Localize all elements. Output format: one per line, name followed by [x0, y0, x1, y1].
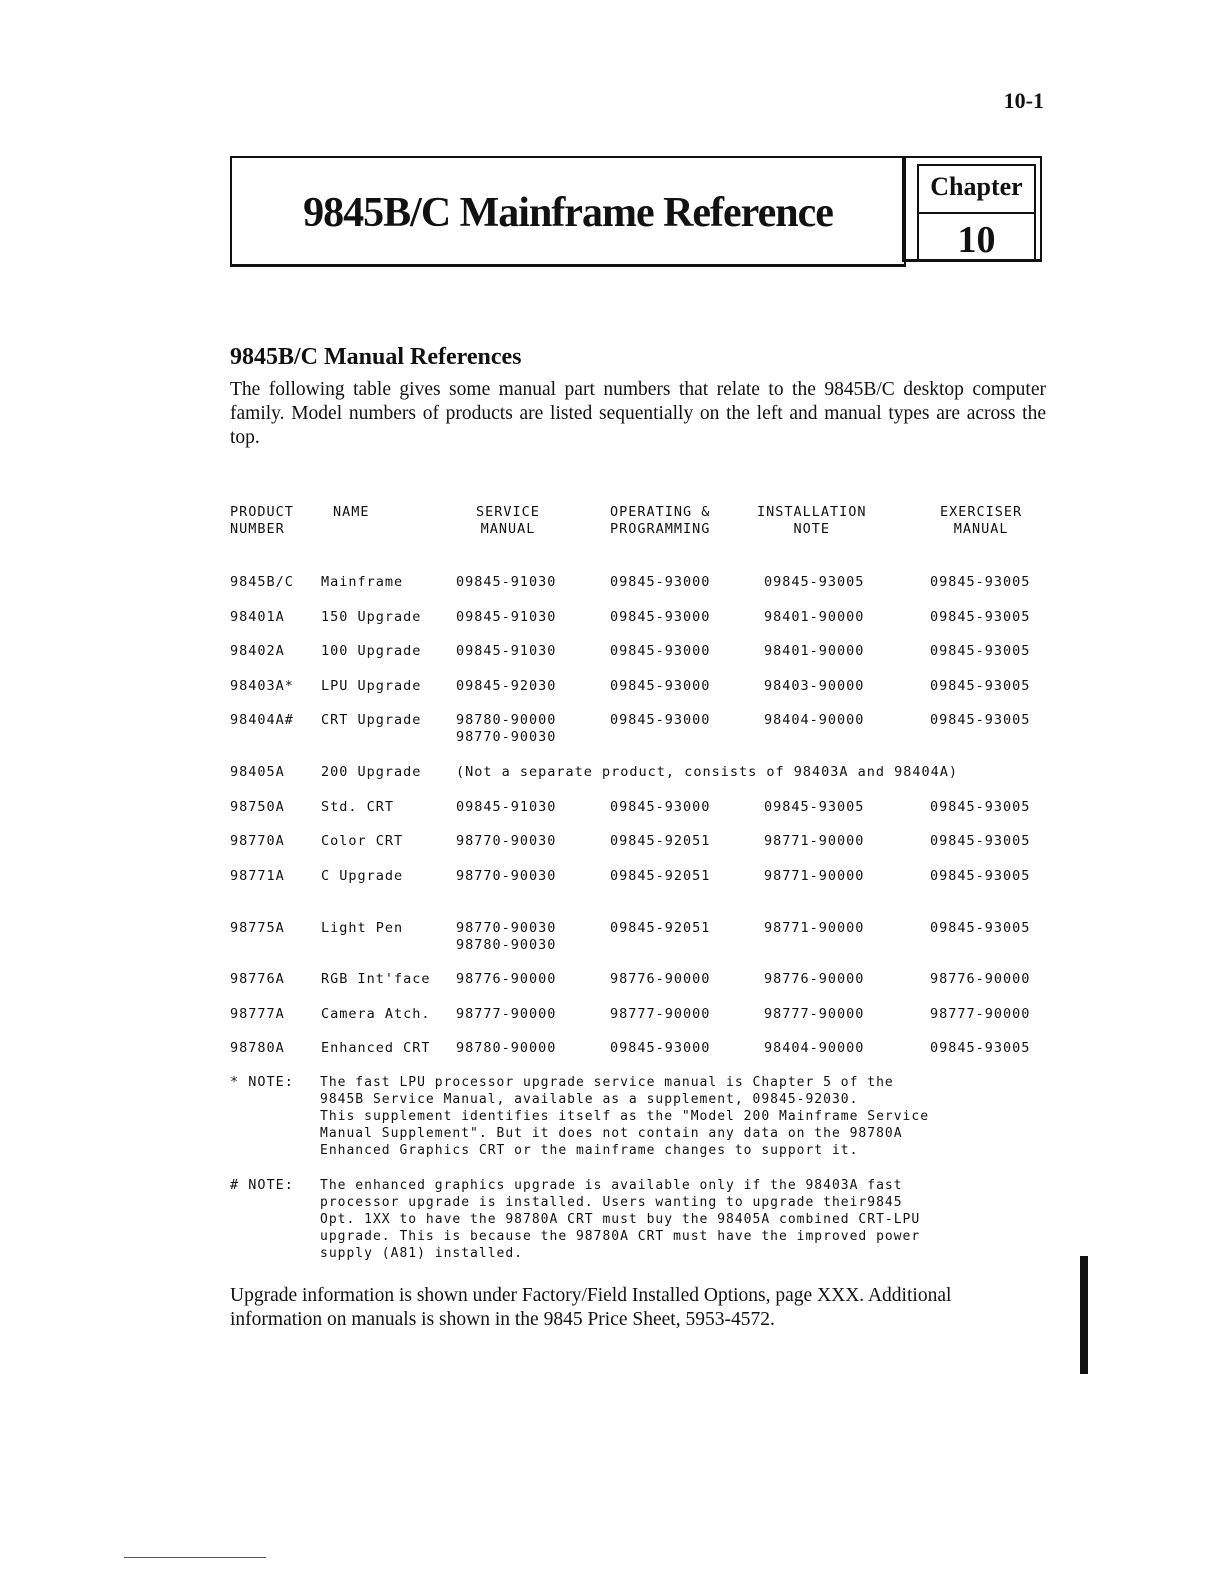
cell-service: 09845-92030 [456, 678, 557, 694]
cell-exerciser: 09845-93005 [930, 712, 1031, 728]
cell-service: 98770-90030 [456, 833, 557, 849]
title-box [230, 156, 906, 267]
cell-name: C Upgrade [321, 868, 404, 884]
cell-operating: 09845-92051 [610, 833, 711, 849]
cell-name: Std. CRT [321, 799, 395, 815]
cell-service: 98777-90000 [456, 1006, 557, 1022]
cell-operating: 09845-93000 [610, 1040, 711, 1056]
cell-name: 100 Upgrade [321, 643, 422, 659]
cell-product: 98405A [230, 764, 285, 780]
note-line: processor upgrade is installed. Users wanting to upgrade their9845 [320, 1195, 903, 1210]
chapter-label: Chapter [930, 172, 1023, 201]
page-number: 10-1 [1003, 88, 1044, 113]
header-product-number: PRODUCT NUMBER [230, 504, 294, 537]
cell-name: 200 Upgrade [321, 764, 422, 780]
cell-installation: 98404-90000 [764, 1040, 865, 1056]
cell-installation: 98771-90000 [764, 868, 865, 884]
note-line: Manual Supplement". But it does not contain any data on the 98780A [320, 1126, 903, 1141]
cell-installation: 98771-90000 [764, 920, 865, 936]
cell-name: Enhanced CRT [321, 1040, 431, 1056]
cell-installation: 98404-90000 [764, 712, 865, 728]
note-line: Enhanced Graphics CRT or the mainframe changes to support it. [320, 1143, 859, 1158]
cell-installation: 98401-90000 [764, 609, 865, 625]
cell-operating: 09845-93000 [610, 643, 711, 659]
cell-service: 09845-91030 [456, 609, 557, 625]
cell-operating: 09845-93000 [610, 678, 711, 694]
cell-service: 98770-90030 [456, 868, 557, 884]
cell-operating: 09845-93000 [610, 574, 711, 590]
cell-product: 98403A* [230, 678, 294, 694]
cell-operating: 98777-90000 [610, 1006, 711, 1022]
cell-product: 98750A [230, 799, 285, 815]
cell-product: 98780A [230, 1040, 285, 1056]
cell-installation: 98777-90000 [764, 1006, 865, 1022]
cell-name: CRT Upgrade [321, 712, 422, 728]
cell-service: 98776-90000 [456, 971, 557, 987]
header-name: NAME [333, 504, 370, 520]
cell-exerciser: 98777-90000 [930, 1006, 1031, 1022]
cell-operating: 09845-92051 [610, 868, 711, 884]
cell-product: 98776A [230, 971, 285, 987]
cell-service: 09845-91030 [456, 643, 557, 659]
footnote-rule [124, 1557, 266, 1558]
cell-exerciser: 09845-93005 [930, 609, 1031, 625]
cell-installation: 09845-93005 [764, 574, 865, 590]
cell-name: Light Pen [321, 920, 404, 936]
note-body [320, 1177, 1040, 1262]
chapter-divider [919, 212, 1034, 214]
header-exerciser-manual: EXERCISER MANUAL [940, 504, 1023, 537]
cell-service: 98770-90030 [456, 920, 557, 936]
cell-operating: 09845-93000 [610, 609, 711, 625]
note-line: 9845B Service Manual, available as a supplement, 09845-92030. [320, 1092, 859, 1107]
chapter-box [902, 156, 1042, 262]
cell-product: 98771A [230, 868, 285, 884]
change-bar [1080, 1256, 1088, 1374]
chapter-number: 10 [957, 219, 996, 261]
header-service-manual: SERVICE MANUAL [476, 504, 540, 537]
cell-exerciser: 09845-93005 [930, 1040, 1031, 1056]
cell-exerciser: 09845-93005 [930, 799, 1031, 815]
note-line: The fast LPU processor upgrade service manual is Chapter 5 of the [320, 1075, 894, 1090]
note-line: The enhanced graphics upgrade is available only if the 98403A fast [320, 1178, 903, 1193]
cell-product: 98404A# [230, 712, 294, 728]
note-body [320, 1074, 1040, 1159]
cell-product: 98770A [230, 833, 285, 849]
cell-exerciser: 09845-93005 [930, 833, 1031, 849]
intro-paragraph: The following table gives some manual part numbers that relate to the 9845B/C desktop computer family. Model numbers of products are listed sequentially on the left and manual types are across the top. [230, 379, 1046, 448]
cell-exerciser: 09845-93005 [930, 920, 1031, 936]
page-title: 9845B/C Mainframe Reference [303, 190, 833, 236]
note-line: Opt. 1XX to have the 98780A CRT must buy the 98405A combined CRT-LPU [320, 1212, 921, 1227]
cell-exerciser: 09845-93005 [930, 643, 1031, 659]
cell-service-secondary: 98780-90030 [456, 937, 557, 953]
header-installation-note: INSTALLATION NOTE [757, 504, 867, 537]
cell-service: 98780-90000 [456, 1040, 557, 1056]
cell-name: Camera Atch. [321, 1006, 431, 1022]
note-line: supply (A81) installed. [320, 1246, 524, 1261]
cell-operating: 09845-93000 [610, 712, 711, 728]
cell-installation: 98403-90000 [764, 678, 865, 694]
cell-installation: 09845-93005 [764, 799, 865, 815]
note-label: * NOTE: [230, 1074, 294, 1090]
cell-service: 09845-91030 [456, 574, 557, 590]
cell-exerciser: 09845-93005 [930, 868, 1031, 884]
cell-name: Color CRT [321, 833, 404, 849]
cell-name: RGB Int'face [321, 971, 431, 987]
cell-installation: 98776-90000 [764, 971, 865, 987]
cell-name: Mainframe [321, 574, 404, 590]
footer-paragraph: Upgrade information is shown under Factory/Field Installed Options, page XXX. Additional information on manuals is shown in the 9845 Price Sheet, 5953-4572. [230, 1285, 952, 1330]
cell-installation: 98771-90000 [764, 833, 865, 849]
cell-name: LPU Upgrade [321, 678, 422, 694]
cell-operating: 09845-93000 [610, 799, 711, 815]
cell-exerciser: 98776-90000 [930, 971, 1031, 987]
cell-operating: 98776-90000 [610, 971, 711, 987]
note-label: # NOTE: [230, 1177, 294, 1193]
cell-service: 09845-91030 [456, 799, 557, 815]
chapter-frame [917, 164, 1036, 259]
header-operating-programming: OPERATING & PROGRAMMING [610, 504, 711, 537]
section-heading: 9845B/C Manual References [230, 344, 522, 370]
note-line: upgrade. This is because the 98780A CRT must have the improved power [320, 1229, 921, 1244]
cell-product: 98402A [230, 643, 285, 659]
cell-service: 98780-90000 [456, 712, 557, 728]
cell-exerciser: 09845-93005 [930, 574, 1031, 590]
cell-name: 150 Upgrade [321, 609, 422, 625]
cell-span: (Not a separate product, consists of 98403A and 98404A) [456, 764, 959, 780]
cell-product: 98775A [230, 920, 285, 936]
cell-product: 98777A [230, 1006, 285, 1022]
cell-exerciser: 09845-93005 [930, 678, 1031, 694]
cell-operating: 09845-92051 [610, 920, 711, 936]
cell-product: 9845B/C [230, 574, 294, 590]
cell-product: 98401A [230, 609, 285, 625]
cell-service-secondary: 98770-90030 [456, 729, 557, 745]
cell-installation: 98401-90000 [764, 643, 865, 659]
note-line: This supplement identifies itself as the "Model 200 Mainframe Service [320, 1109, 930, 1124]
